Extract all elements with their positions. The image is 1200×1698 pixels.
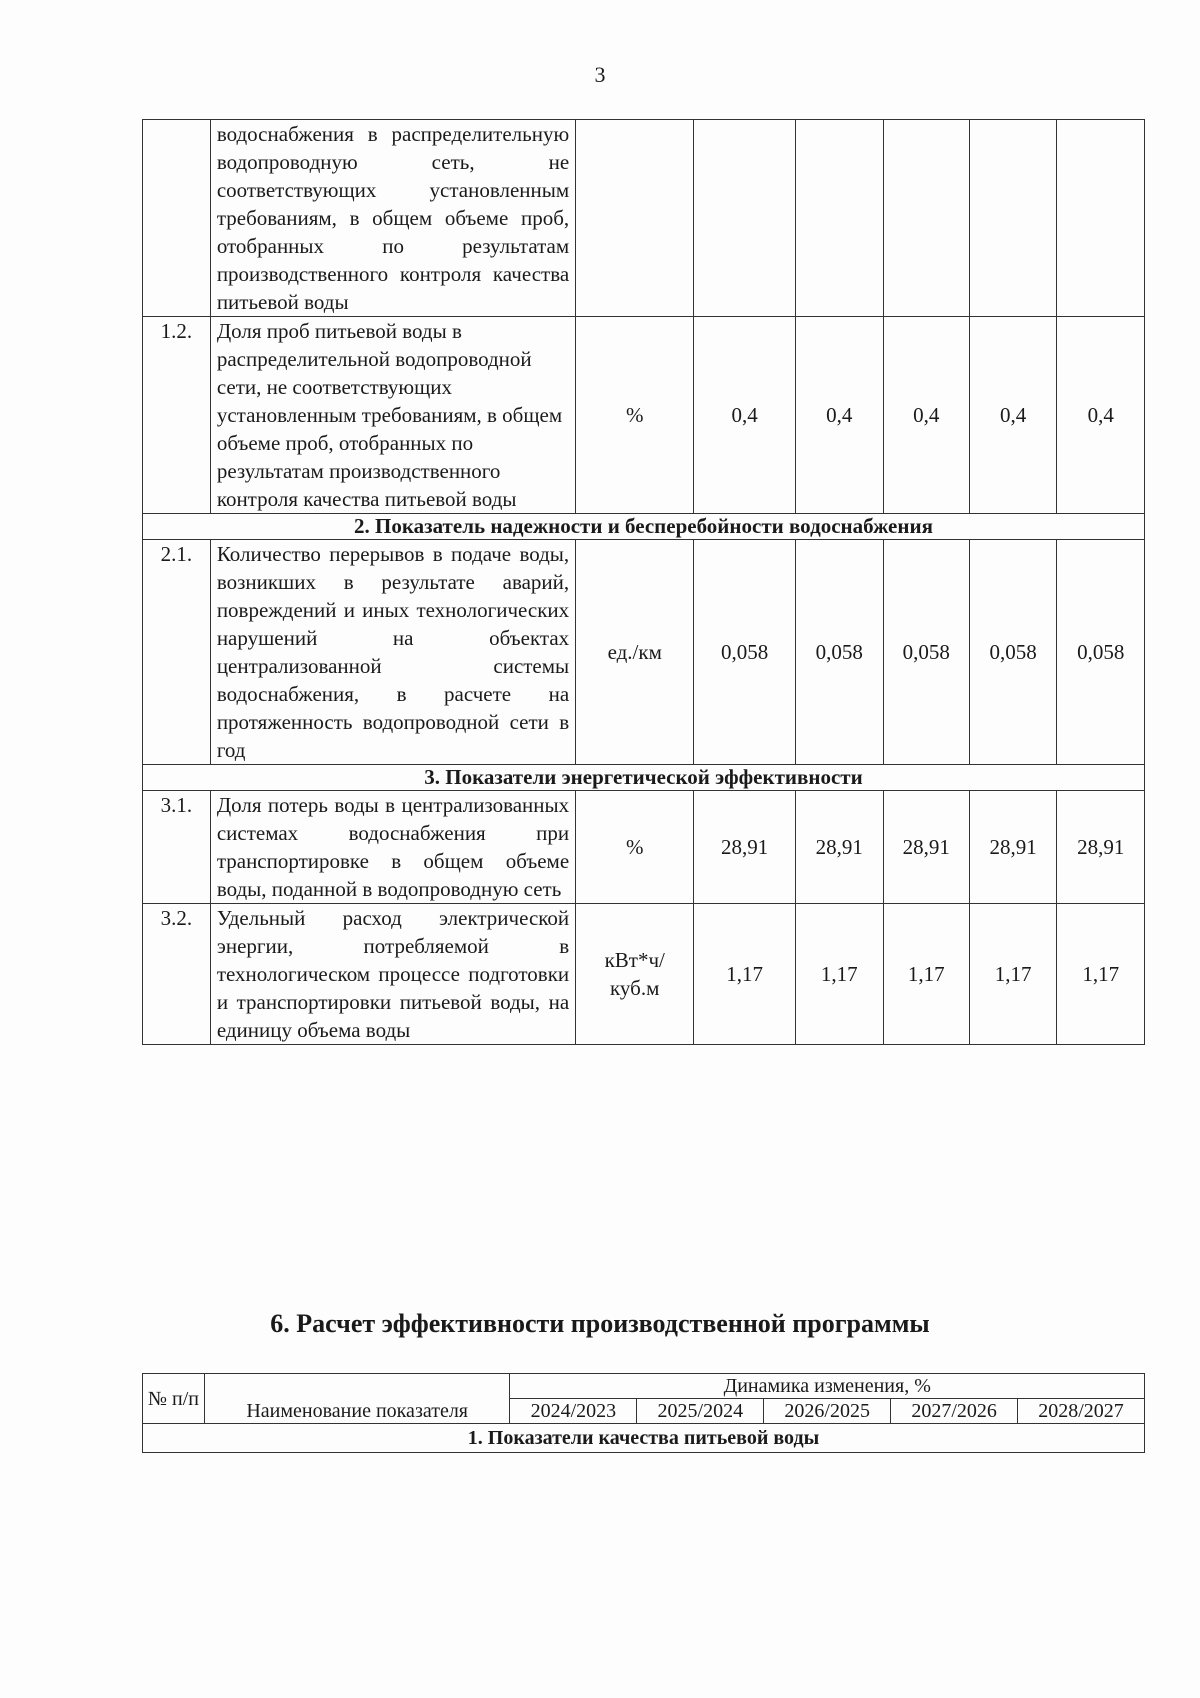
- row-number: 3.1.: [143, 791, 211, 904]
- value-cell: 0,058: [1057, 540, 1145, 765]
- header-indicator-name: Наименование показателя: [204, 1374, 510, 1424]
- value-cell: [796, 120, 884, 317]
- header-period: 2024/2023: [510, 1399, 637, 1424]
- table-row: [143, 120, 1145, 317]
- header-period: 2025/2024: [637, 1399, 764, 1424]
- section-header-row: [143, 514, 1145, 540]
- unit-cell: ед./км: [576, 540, 694, 765]
- header-period: 2026/2025: [764, 1399, 891, 1424]
- value-cell: [694, 120, 796, 317]
- section-header: 1. Показатели качества питьевой воды: [143, 1424, 1145, 1453]
- row-number: 2.1.: [143, 540, 211, 765]
- value-cell: 0,4: [883, 317, 969, 514]
- header-period: 2028/2027: [1018, 1399, 1145, 1424]
- header-period: 2027/2026: [891, 1399, 1018, 1424]
- unit-cell: %: [576, 791, 694, 904]
- table-row: [143, 317, 1145, 514]
- unit-cell: %: [576, 317, 694, 514]
- value-cell: 0,058: [883, 540, 969, 765]
- value-cell: 0,058: [694, 540, 796, 765]
- row-number: [143, 120, 211, 317]
- indicator-name: водоснабжения в распределительную водопроводную сеть, не соответствующих установленным требованиям, в общем объеме проб, отобранных по результатам производственного контроля качества питьевой воды: [210, 120, 575, 317]
- value-cell: 0,058: [969, 540, 1057, 765]
- value-cell: 28,91: [969, 791, 1057, 904]
- value-cell: 1,17: [796, 904, 884, 1045]
- indicator-name: Доля потерь воды в централизованных системах водоснабжения при транспортировке в общем объеме воды, поданной в водопроводную сеть: [210, 791, 575, 904]
- value-cell: 28,91: [883, 791, 969, 904]
- value-cell: 0,058: [796, 540, 884, 765]
- efficiency-table: [142, 1373, 1145, 1453]
- indicator-name: Удельный расход электрической энергии, потребляемой в технологическом процессе подготовки и транспортировки питьевой воды, на единицу объема воды: [210, 904, 575, 1045]
- value-cell: 28,91: [796, 791, 884, 904]
- section-header-row: [143, 765, 1145, 791]
- table-row: [143, 791, 1145, 904]
- unit-cell: [576, 120, 694, 317]
- header-number: № п/п: [143, 1374, 205, 1424]
- value-cell: [1057, 120, 1145, 317]
- table-row: [143, 540, 1145, 765]
- value-cell: 1,17: [1057, 904, 1145, 1045]
- indicator-name: Количество перерывов в подаче воды, возникших в результате аварий, повреждений и иных технологических нарушений на объектах централизованной системы водоснабжения, в расчете на протяженность водопроводной сети в год: [210, 540, 575, 765]
- value-cell: 0,4: [694, 317, 796, 514]
- value-cell: [969, 120, 1057, 317]
- section-header: 3. Показатели энергетической эффективности: [143, 765, 1145, 791]
- table-row: [143, 904, 1145, 1045]
- section-header-row: [143, 1424, 1145, 1453]
- page-number: 3: [594, 62, 606, 87]
- value-cell: 0,4: [796, 317, 884, 514]
- row-number: 3.2.: [143, 904, 211, 1045]
- indicator-name: Доля проб питьевой воды в распределительной водопроводной сети, не соответствующих установленным требованиям, в общем объеме проб, отобранных по результатам производственного контроля качества питьевой воды: [210, 317, 575, 514]
- value-cell: 1,17: [694, 904, 796, 1045]
- header-dynamics: Динамика изменения, %: [510, 1374, 1145, 1399]
- value-cell: 0,4: [969, 317, 1057, 514]
- value-cell: 1,17: [883, 904, 969, 1045]
- unit-cell: кВт*ч/ куб.м: [576, 904, 694, 1045]
- value-cell: [883, 120, 969, 317]
- section-header: 2. Показатель надежности и бесперебойности водоснабжения: [143, 514, 1145, 540]
- table-header-row: [143, 1374, 1145, 1399]
- value-cell: 1,17: [969, 904, 1057, 1045]
- indicators-table: [142, 119, 1145, 1045]
- value-cell: 28,91: [1057, 791, 1145, 904]
- value-cell: 28,91: [694, 791, 796, 904]
- value-cell: 0,4: [1057, 317, 1145, 514]
- row-number: 1.2.: [143, 317, 211, 514]
- section-title: 6. Расчет эффективности производственной программы: [270, 1309, 930, 1338]
